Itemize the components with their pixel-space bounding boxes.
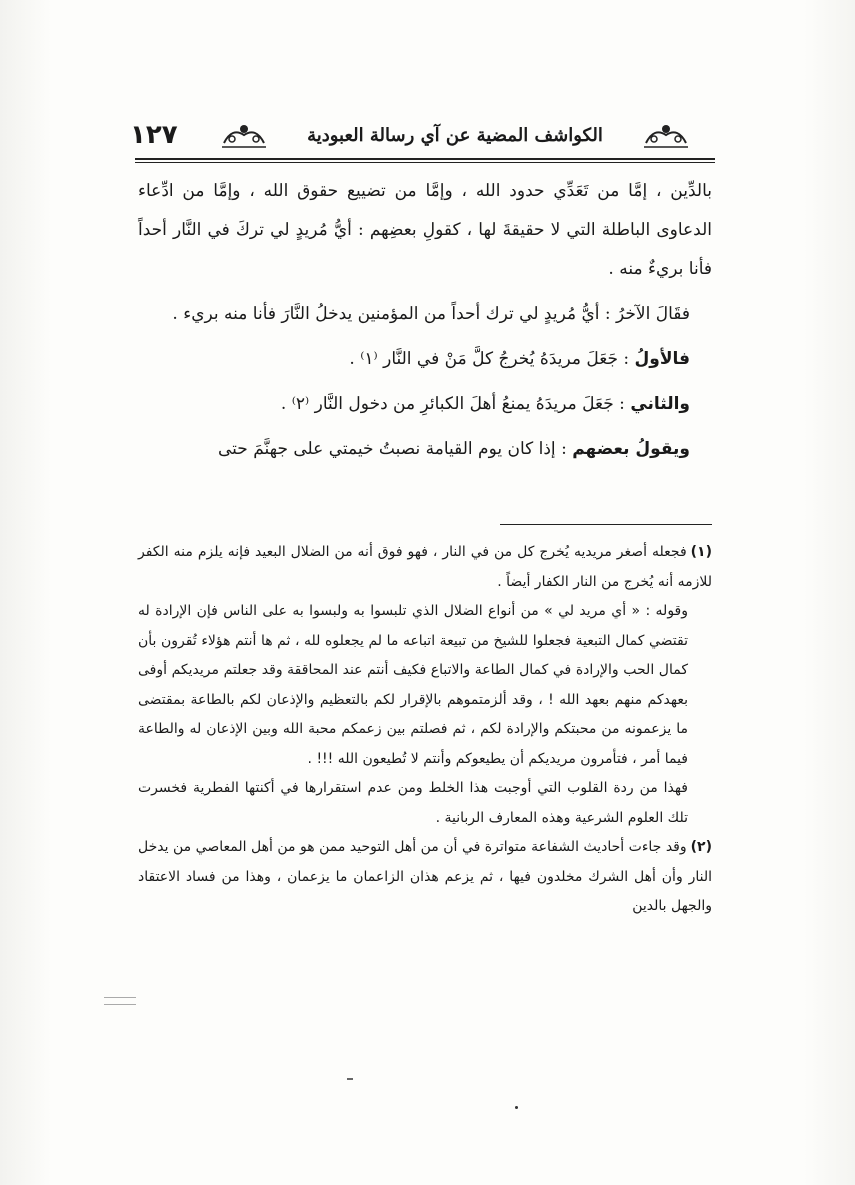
footnote-2-number: (٢) bbox=[690, 839, 712, 855]
first-label: فالأولُ bbox=[634, 349, 690, 369]
footnote-1-text-b: وقوله : « أي مريد لي » من أنواع الضلال الذي تلبسوا به ولبسوا به على الناس فإن الإرادة له تقتضي كمال التبعية فجعلوا للشيخ من تبيعة اتباعه ما لم يجعلوه لله ، ثم ها أنتم هؤلاء تُقرون بأن كمال الحب والإرادة في كمال الطاعة والاتباع فكيف أنتم عند المحاققة وقد جعلتم مريديكم أوفى بعهدكم منهم بعهد الله ! ، وقد ألزمتموهم بالإقرار لكم بالتعظيم والإذعان لكم بالطاعة بمقتضى ما يزعمونه من محبتكم والإرادة لكم ، ثم فصلتم بين زعمكم محبة الله وبين الإذعان له والطاعة فيما أمر ، فتأمرون مريديكم أن يطيعوكم وأنتم لا تُطيعون الله !!! . bbox=[138, 603, 688, 767]
third-text: : إذا كان يوم القيامة نصبتُ خيمتي على جهنَّمَ حتى bbox=[217, 439, 573, 459]
footnote-2-text: وقد جاءت أحاديث الشفاعة متواترة في أن من أهل التوحيد ممن هو من أهل المعاصي من يدخل النار وأن أهل الشرك مخلدون فيها ، ثم يزعم هذان الزاعمان ما يزعمان ، وهذا من فساد الاعتقاد والجهل بالدين bbox=[138, 839, 712, 914]
floral-ornament-icon bbox=[220, 119, 268, 151]
body-paragraph-1: بالدِّين ، إمَّا من تَعَدِّي حدود الله ، وإمَّا من تضييع حقوق الله ، وإمَّا من ادِّعاء الدعاوى الباطلة التي لا حقيقةَ لها ، كقولِ بعضِهم : أيُّ مُريدٍ لي تركَ في النَّار أحداً فأنا بريءٌ منه . bbox=[138, 181, 712, 279]
second-text: : جَعَلَ مريدَهُ يمنعُ أهلَ الكبائرِ من دخول النَّار ⁽٢⁾ . bbox=[280, 394, 631, 414]
second-statement bbox=[138, 385, 712, 424]
footnote-1-text-a: فجعله أصغر مريديه يُخرج كل من في النار ، فهو فوق أنه من الضلال البعيد فإنه يلزم منه الكفر للازمه أنه يُخرج من النار الكفار أيضاً . bbox=[138, 544, 712, 590]
first-text: : جَعَلَ مريدَهُ يُخرجُ كلَّ مَنْ في النَّار ⁽١⁾ . bbox=[349, 349, 635, 369]
footnote-1-text-c: فهذا من ردة القلوب التي أوجبت هذا الخلط ومن عدم استقرارها في أكنتها الفطرية فخسرت تلك العلوم الشرعية وهذه المعارف الربانية . bbox=[138, 780, 688, 826]
main-text bbox=[138, 172, 712, 469]
running-title: الكواشف المضية عن آي رسالة العبودية bbox=[307, 124, 603, 146]
footnote-2 bbox=[138, 833, 712, 922]
first-statement bbox=[138, 340, 712, 379]
page-header bbox=[130, 110, 690, 160]
header-rule bbox=[135, 158, 715, 163]
third-statement bbox=[138, 430, 712, 469]
floral-ornament-icon bbox=[642, 119, 690, 151]
body-paragraph-2: فقَالَ الآخرُ : أيُّ مُريدٍ لي ترك أحداً من المؤمنين يدخلُ النَّارَ فأنا منه بريء . bbox=[172, 304, 690, 324]
speck-mark bbox=[515, 1106, 518, 1109]
page-number: ١٢٧ bbox=[130, 120, 178, 150]
speck-mark bbox=[347, 1078, 353, 1080]
footnotes bbox=[138, 538, 712, 922]
footnote-1-number: (١) bbox=[690, 544, 712, 560]
third-label: ويقولُ بعضهم bbox=[572, 439, 690, 459]
edge-mark bbox=[104, 997, 136, 1005]
footnote-separator bbox=[500, 524, 712, 525]
footnote-1 bbox=[138, 538, 712, 597]
second-label: والثاني bbox=[630, 394, 690, 414]
